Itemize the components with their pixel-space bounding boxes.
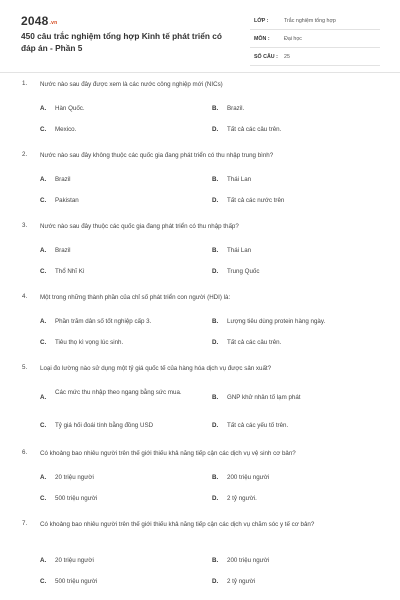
option-text: Pakistan xyxy=(55,197,79,204)
meta-class-row xyxy=(250,14,380,30)
option-letter: B. xyxy=(212,176,219,183)
question-text: Nước nào sau đây không thuộc các quốc gia đang phát triển có thu nhập trung bình? xyxy=(40,152,274,159)
option-letter: D. xyxy=(212,578,219,585)
option-letter: D. xyxy=(212,126,219,133)
option-letter: A. xyxy=(40,557,47,564)
option-text: Các mức thu nhập theo ngang bằng sức mua. xyxy=(55,389,182,396)
logo-suffix: .vn xyxy=(49,20,58,26)
question-number: 5. xyxy=(22,364,28,371)
option-letter: D. xyxy=(212,268,219,275)
header-divider xyxy=(0,72,400,73)
document-meta xyxy=(250,14,380,66)
meta-count-value: 25 xyxy=(284,54,290,60)
meta-count-label: SỐ CÂU : xyxy=(254,54,278,60)
logo-text: 2048 xyxy=(21,14,49,28)
site-logo[interactable] xyxy=(21,14,57,28)
option-letter: B. xyxy=(212,557,219,564)
option-letter: C. xyxy=(40,197,47,204)
option-text: 2 tỷ người. xyxy=(227,495,257,502)
option-letter: D. xyxy=(212,339,219,346)
option-letter: A. xyxy=(40,474,47,481)
question-number: 4. xyxy=(22,293,28,300)
option-text: 500 triệu người xyxy=(55,495,98,502)
meta-subject-label: MÔN : xyxy=(254,36,270,42)
meta-subject-value[interactable]: Đại học xyxy=(284,36,302,42)
question-text: Một trong những thành phần của chỉ số phát triển con người (HDI) là: xyxy=(40,294,231,301)
option-letter: A. xyxy=(40,176,47,183)
question-number: 7. xyxy=(22,520,28,527)
option-text: 500 triệu người xyxy=(55,578,98,585)
option-text: Tất cả các câu trên. xyxy=(227,339,282,346)
option-text: Tất cả các câu trên. xyxy=(227,126,282,133)
question-number: 2. xyxy=(22,151,28,158)
option-text: Brazil xyxy=(55,247,71,254)
question-number: 6. xyxy=(22,449,28,456)
option-letter: C. xyxy=(40,578,47,585)
option-text: 20 triệu người xyxy=(55,474,94,481)
option-letter: A. xyxy=(40,105,47,112)
option-text: Mexico. xyxy=(55,126,77,133)
option-letter: C. xyxy=(40,339,47,346)
option-text: Thái Lan xyxy=(227,247,252,254)
option-text: Tất cả các nước trên xyxy=(227,197,285,204)
option-text: Tất cả các yếu tố trên. xyxy=(227,422,289,429)
option-text: Thổ Nhĩ Kì xyxy=(55,268,85,275)
option-text: Brazil. xyxy=(227,105,245,112)
option-letter: A. xyxy=(40,394,47,401)
option-letter: D. xyxy=(212,422,219,429)
option-letter: B. xyxy=(212,394,219,401)
option-letter: C. xyxy=(40,126,47,133)
option-text: Phần trăm dân số tốt nghiệp cấp 3. xyxy=(55,318,152,325)
question-text: Nước nào sau đây được xem là các nước công nghiệp mới (NICs) xyxy=(40,81,223,88)
meta-class-value[interactable]: Trắc nghiệm tổng hợp xyxy=(284,18,336,24)
question-number: 3. xyxy=(22,222,28,229)
option-text: Trung Quốc xyxy=(227,268,260,275)
question-text: Nước nào sau đây thuộc các quốc gia đang phát triển có thu nhập thấp? xyxy=(40,223,239,230)
option-text: Lượng tiêu dùng protein hàng ngày. xyxy=(227,318,326,325)
option-text: 200 triệu người xyxy=(227,474,270,481)
option-letter: B. xyxy=(212,105,219,112)
option-text: Brazil xyxy=(55,176,71,183)
option-letter: B. xyxy=(212,318,219,325)
option-text: Thái Lan xyxy=(227,176,252,183)
option-text: Tỷ giá hối đoái tính bằng đồng USD xyxy=(55,422,154,429)
document-title: 450 câu trắc nghiệm tổng hợp Kinh tế phát triển có đáp án - Phần 5 xyxy=(21,31,222,53)
meta-count-row xyxy=(250,50,380,66)
option-letter: D. xyxy=(212,495,219,502)
option-text: GNP khử nhân tố lạm phát xyxy=(227,394,301,401)
option-letter: C. xyxy=(40,495,47,502)
meta-subject-row xyxy=(250,32,380,48)
question-text: Loại đo lường nào sử dụng một tỷ giá quốc tế của hàng hóa dịch vụ được sản xuất? xyxy=(40,365,272,372)
page-header xyxy=(0,0,400,74)
option-letter: A. xyxy=(40,247,47,254)
option-text: Tiêu thọ kì vọng lúc sinh. xyxy=(55,339,124,346)
option-text: 2 tỷ người xyxy=(227,578,256,585)
option-text: 200 triệu người xyxy=(227,557,270,564)
option-letter: B. xyxy=(212,247,219,254)
option-letter: C. xyxy=(40,268,47,275)
option-letter: A. xyxy=(40,318,47,325)
option-letter: C. xyxy=(40,422,47,429)
meta-class-label: LỚP : xyxy=(254,18,269,24)
option-letter: D. xyxy=(212,197,219,204)
question-text: Có khoảng bao nhiêu người trên thế giới thiếu khả năng tiếp cận các dịch vụ vệ sinh cơ bản? xyxy=(40,450,296,457)
question-number: 1. xyxy=(22,80,28,87)
question-text: Có khoảng bao nhiêu người trên thế giới thiếu khả năng tiếp cận các dịch vụ chăm sóc y tế cơ bản? xyxy=(40,521,315,528)
option-letter: B. xyxy=(212,474,219,481)
option-text: Hàn Quốc. xyxy=(55,105,85,112)
option-text: 20 triệu người xyxy=(55,557,94,564)
